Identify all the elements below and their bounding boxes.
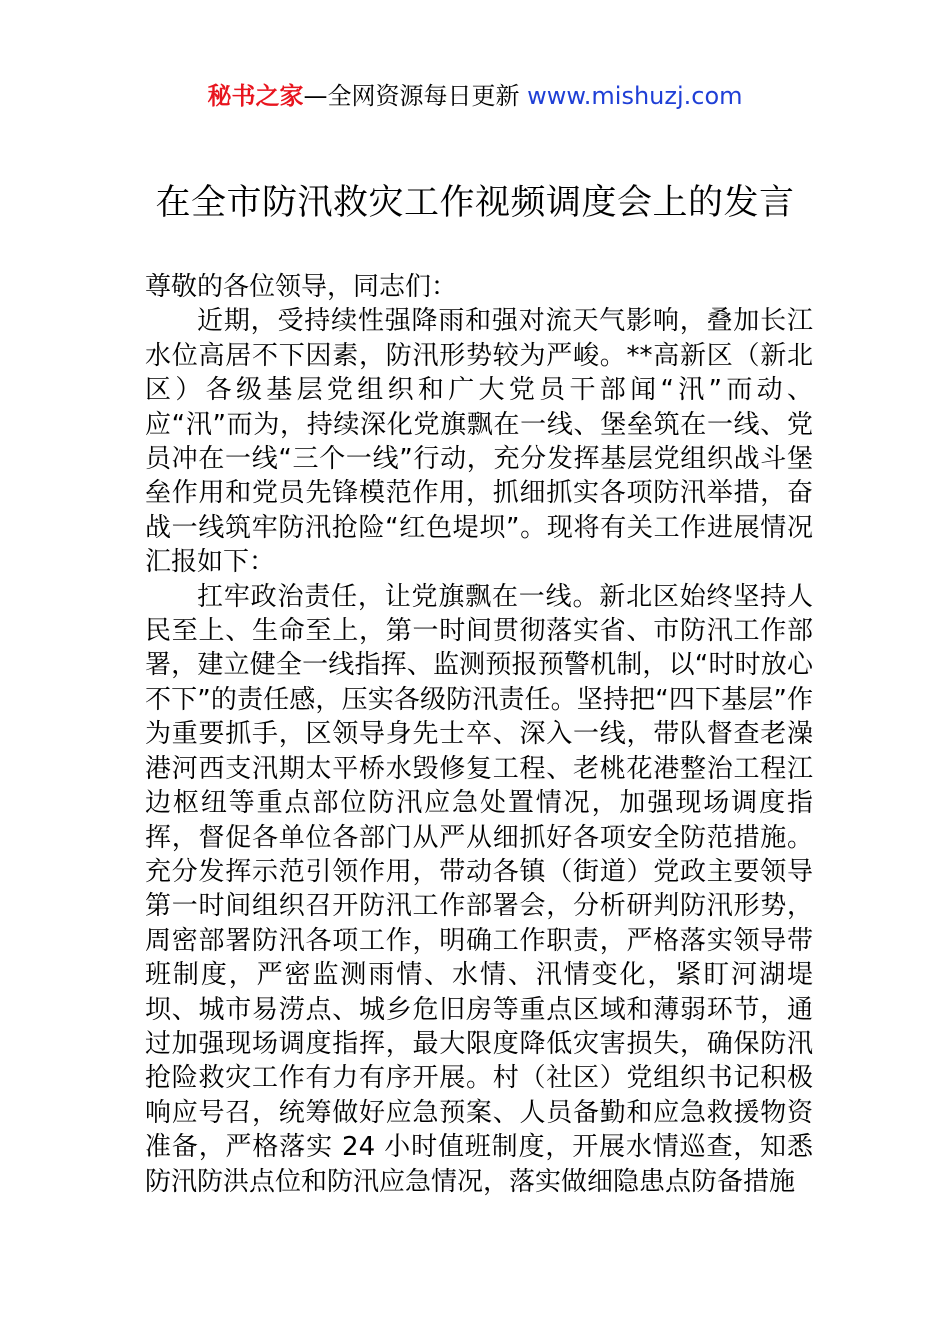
- paragraph: 近期，受持续性强降雨和强对流天气影响，叠加长江水位高居不下因素，防汛形势较为严峻。**高新区（新北区）各级基层党组织和广大党员干部闻“汛”而动、应“汛”而为，持续深化党旗飘在一线、堡垒筑在一线、党员冲在一线“三个一线”行动，充分发挥基层党组织战斗堡垒作用和党员先锋模范作用，抓细抓实各项防汛举措，奋战一线筑牢防汛抢险“红色堤坝”。现将有关工作进展情况汇报如下：: [145, 306, 813, 578]
- salutation: 尊敬的各位领导，同志们：: [145, 272, 458, 302]
- paragraph: 扛牢政治责任，让党旗飘在一线。新北区始终坚持人民至上、生命至上，第一时间贯彻落实省、市防汛工作部署，建立健全一线指挥、监测预报预警机制，以“时时放心不下”的责任感，压实各级防汛责任。坚持把“四下基层”作为重要抓手，区领导身先士卒、深入一线，带队督查老澡港河西支汛期太平桥水毁修复工程、老桃花港整治工程江边枢纽等重点部位防汛应急处置情况，加强现场调度指挥，督促各单位各部门从严从细抓好各项安全防范措施。充分发挥示范引领作用，带动各镇（街道）党政主要领导第一时间组织召开防汛工作部署会，分析研判防汛形势，周密部署防汛各项工作，明确工作职责，严格落实领导带班制度，严密监测雨情、水情、汛情变化，紧盯河湖堤坝、城市易涝点、城乡危旧房等重点区域和薄弱环节，通过加强现场调度指挥，最大限度降低灾害损失，确保防汛抢险救灾工作有力有序开展。村（社区）党组织书记积极响应号召，统筹做好应急预案、人员备勤和应急救援物资准备，严格落实 24 小时值班制度，开展水情巡查，知悉防汛防洪点位和防汛应急情况，落实做细隐患点防备措施: [145, 581, 813, 1197]
- site-url-link[interactable]: www.mishuzj.com: [527, 82, 743, 110]
- document-title: 在全市防汛救灾工作视频调度会上的发言: [155, 183, 795, 223]
- site-brand: 秘书之家: [207, 82, 304, 110]
- site-header: [0, 80, 950, 112]
- document-body: [145, 270, 813, 1199]
- site-tagline: —全网资源每日更新: [303, 82, 528, 110]
